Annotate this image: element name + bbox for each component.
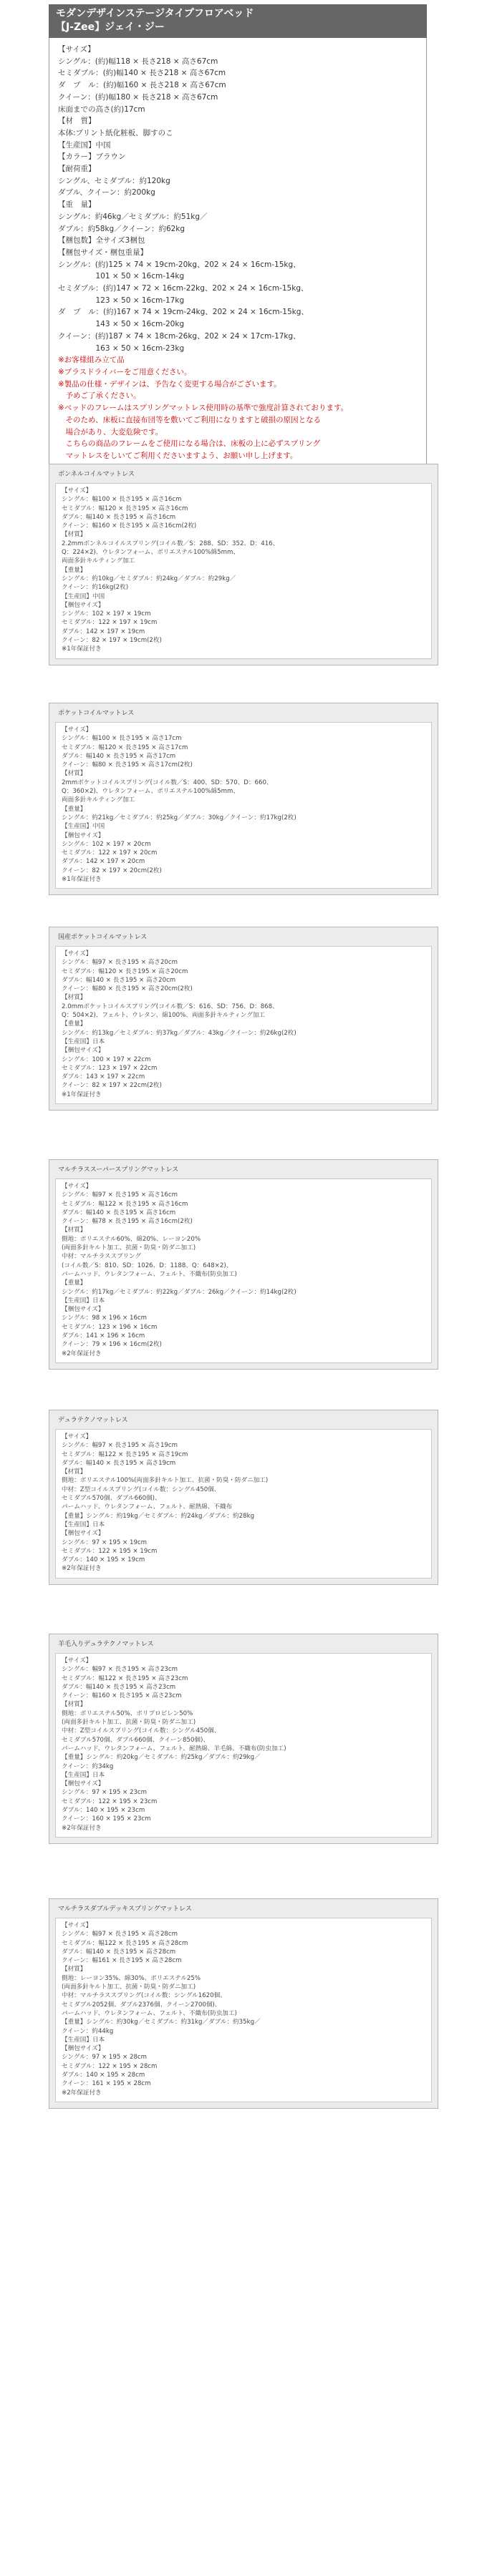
- spec-line: マットレスをしいてご利用くださいますよう、お願い申し上げます。: [58, 451, 298, 460]
- mattress-spec-box: [55, 1653, 432, 1838]
- product-title-line2: 【J-Zee】ジェイ・ジー: [56, 21, 165, 33]
- mattress-spec-line: クイーン：幅80 × 長さ195 × 高さ20cm(2枚): [62, 985, 193, 993]
- mattress-spec-line: シングル：97 × 195 × 28cm: [62, 2054, 148, 2062]
- mattress-spec-box: [55, 1429, 432, 1579]
- mattress-spec-line: セミダブル：幅122 × 長さ195 × 高さ16cm: [62, 1200, 188, 1208]
- mattress-spec-line: セミダブル：123 × 196 × 16cm: [62, 1323, 158, 1331]
- mattress-spec-line: シングル：97 × 195 × 19cm: [62, 1538, 148, 1546]
- mattress-spec-line: 【梱包サイズ】: [62, 1780, 105, 1788]
- mattress-spec-line: セミダブル570個、ダブル660個)、: [62, 1495, 161, 1503]
- mattress-spec-line: 【重量】: [62, 805, 87, 813]
- mattress-spec-line: シングル：100 × 197 × 22cm: [62, 1055, 151, 1063]
- mattress-spec-line: シングル：約10kg／セミダブル：約24kg／ダブル：約29kg／: [62, 575, 236, 582]
- spec-line: シングル：(約)幅118 × 長さ218 × 高さ67cm: [58, 57, 218, 66]
- mattress-spec-line: 【梱包サイズ】: [62, 1047, 105, 1055]
- spec-line: ダブル、クイーン：約200kg: [58, 188, 155, 197]
- mattress-spec-line: パームハッド、ウレタンフォーム、フェルト、不織布(防虫加工): [62, 1270, 237, 1278]
- mattress-spec-line: クイーン：幅80 × 長さ195 × 高さ17cm(2枚): [62, 761, 193, 769]
- spec-line: シングル：約46kg／セミダブル：約51kg／: [58, 212, 208, 221]
- spec-line: ※お客様組み立て品: [58, 356, 125, 365]
- spec-line: セミダブル：(約)147 × 72 × 16cm-22kg、202 × 24 × 16cm-15kg、: [58, 284, 309, 293]
- mattress-spec-line: 【材質】: [62, 1468, 87, 1476]
- mattress-section-title: ボンネルコイルマットレス: [58, 471, 135, 478]
- mattress-spec-line: 2.2mmボンネルコイルスプリング(コイル数／S：288、SD：352、D：416、: [62, 540, 279, 547]
- mattress-spec-line: 【生産国】中国: [62, 592, 105, 600]
- mattress-spec-line: シングル：102 × 197 × 20cm: [62, 840, 151, 848]
- mattress-spec-line: (両面多針キルト加工、抗菌・防臭・防ダニ加工): [62, 1244, 196, 1252]
- mattress-spec-line: 【材質】: [62, 1966, 87, 1974]
- mattress-spec-line: ダブル：幅140 × 長さ195 × 高さ16cm: [62, 1209, 176, 1216]
- spec-line: セミダブル：(約)幅140 × 長さ218 × 高さ67cm: [58, 69, 226, 78]
- mattress-spec-line: シングル：97 × 195 × 23cm: [62, 1789, 148, 1797]
- spec-line: 予めご了承ください。: [58, 391, 141, 401]
- mattress-spec-line: シングル：幅100 × 長さ195 × 高さ16cm: [62, 496, 182, 504]
- spec-line: ダ ブ ル：(約)幅160 × 長さ218 × 高さ67cm: [58, 81, 226, 90]
- spec-line: シングル：(約)125 × 74 × 19cm-20kg、202 × 24 × 16cm-15kg、: [58, 260, 301, 269]
- mattress-spec-line: セミダブル：122 × 195 × 28cm: [62, 2062, 158, 2070]
- mattress-spec-line: クイーン：幅160 × 長さ195 × 高さ23cm: [62, 1692, 182, 1700]
- mattress-spec-line: ※2年保証付き: [62, 1824, 102, 1832]
- mattress-spec-line: ダブル：幅140 × 長さ195 × 高さ23cm: [62, 1683, 176, 1691]
- mattress-spec-line: シングル：幅97 × 長さ195 × 高さ16cm: [62, 1191, 178, 1199]
- mattress-spec-line: 中材：マルチラススプリング: [62, 1253, 141, 1261]
- mattress-spec-line: ダブル：幅140 × 長さ195 × 高さ20cm: [62, 976, 176, 984]
- mattress-spec-line: 【生産国】日本: [62, 1038, 105, 1045]
- mattress-spec-line: シングル：約17kg／セミダブル：約22kg／ダブル：26kg／クイーン：約14kg(2枚): [62, 1288, 296, 1296]
- mattress-section-title: 羊毛入りデュラテクノマットレス: [58, 1641, 154, 1648]
- mattress-spec-line: ダブル：幅140 × 長さ195 × 高さ28cm: [62, 1948, 176, 1956]
- mattress-spec-line: 【サイズ】: [62, 1183, 92, 1190]
- spec-line: 【サイズ】: [58, 45, 95, 54]
- mattress-spec-line: ダブル：140 × 195 × 23cm: [62, 1807, 145, 1815]
- mattress-spec-line: クイーン：約16kg(2枚): [62, 584, 129, 592]
- mattress-spec-line: ダブル：幅140 × 長さ195 × 高さ17cm: [62, 752, 176, 760]
- mattress-spec-line: クイーン：161 × 195 × 28cm: [62, 2080, 151, 2088]
- mattress-spec-line: シングル：幅97 × 長さ195 × 高さ28cm: [62, 1931, 178, 1938]
- mattress-spec-line: Q：504×2)、フェルト、ウレタン、綿100%、両面多針キルティング加工: [62, 1012, 266, 1020]
- mattress-spec-box: [55, 1179, 432, 1363]
- mattress-spec-line: 中材：Z型コイルスプリング(コイル数：シングル450個、: [62, 1485, 221, 1493]
- mattress-spec-line: クイーン：約44kg: [62, 2027, 114, 2035]
- mattress-spec-line: ダブル：幅140 × 長さ195 × 高さ16cm: [62, 513, 176, 521]
- mattress-spec-line: 【サイズ】: [62, 1922, 92, 1929]
- mattress-spec-line: (コイル数／S：810、SD：1026、D：1188、Q：648×2)、: [62, 1262, 233, 1269]
- mattress-section-title: デュラテクノマットレス: [58, 1417, 128, 1424]
- spec-line: シングル、セミダブル：約120kg: [58, 176, 170, 185]
- mattress-section: [49, 1159, 438, 1370]
- product-spec-list: [49, 38, 427, 482]
- mattress-spec-line: ダブル：幅140 × 長さ195 × 高さ19cm: [62, 1459, 176, 1467]
- mattress-section-title: マルチラスダブルデッキスプリングマットレス: [58, 1906, 192, 1913]
- mattress-spec-line: 【サイズ】: [62, 950, 92, 957]
- mattress-spec-line: シングル：幅97 × 長さ195 × 高さ23cm: [62, 1666, 178, 1674]
- spec-line: 【材 質】: [58, 117, 96, 126]
- mattress-spec-line: 【材質】: [62, 531, 87, 539]
- mattress-spec-line: 側地：ポリエステル100%(両面多針キルト加工、抗菌・防臭・防ダニ加工): [62, 1477, 269, 1485]
- mattress-spec-line: クイーン：79 × 196 × 16cm(2枚): [62, 1341, 162, 1349]
- mattress-section: [49, 1634, 438, 1844]
- mattress-spec-line: ダブル：140 × 195 × 19cm: [62, 1556, 145, 1564]
- mattress-spec-line: 【サイズ】: [62, 1433, 92, 1440]
- mattress-spec-line: シングル：幅97 × 長さ195 × 高さ19cm: [62, 1442, 178, 1450]
- mattress-spec-line: 【重量】: [62, 566, 87, 574]
- mattress-spec-line: 【生産国】日本: [62, 1771, 105, 1779]
- mattress-spec-line: クイーン：82 × 197 × 20cm(2枚): [62, 867, 162, 874]
- mattress-spec-line: クイーン：82 × 197 × 22cm(2枚): [62, 1082, 162, 1090]
- mattress-spec-line: 2.0mmポケットコイルスプリング(コイル数／S：616、SD：756、D：868、: [62, 1002, 279, 1010]
- mattress-spec-line: ※2年保証付き: [62, 2089, 102, 2097]
- mattress-spec-line: クイーン：幅78 × 長さ195 × 高さ16cm(2枚): [62, 1218, 193, 1226]
- mattress-spec-line: セミダブル：幅122 × 長さ195 × 高さ19cm: [62, 1450, 188, 1458]
- spec-line: 101 × 50 × 16cm-14kg: [58, 272, 185, 281]
- spec-line: 【梱包サイズ・梱包重量】: [58, 248, 148, 257]
- mattress-spec-line: セミダブル：幅120 × 長さ195 × 高さ20cm: [62, 967, 188, 975]
- mattress-spec-line: 【生産国】日本: [62, 1297, 105, 1304]
- mattress-spec-line: クイーン：160 × 195 × 23cm: [62, 1815, 151, 1823]
- mattress-spec-line: 【材質】: [62, 1701, 87, 1709]
- spec-line: ダ ブ ル：(約)167 × 74 × 19cm-24kg、202 × 24 × 16cm-15kg、: [58, 308, 309, 317]
- mattress-spec-line: セミダブル：幅120 × 長さ195 × 高さ17cm: [62, 743, 188, 751]
- mattress-section-title: ポケットコイルマットレス: [58, 710, 135, 717]
- mattress-spec-line: 側地：ポリエステル50%、ポリプロピレン50%: [62, 1709, 193, 1717]
- mattress-spec-line: 【サイズ】: [62, 487, 92, 494]
- mattress-spec-line: 【重量】シングル：約30kg／セミダブル：約31kg／ダブル：約35kg／: [62, 2019, 261, 2026]
- mattress-spec-line: セミダブル570個、ダブル660個、クイーン850個)、: [62, 1736, 209, 1744]
- mattress-spec-line: ※1年保証付き: [62, 1091, 102, 1098]
- mattress-spec-line: 2mmポケットコイルスプリング(コイル数／S：400、SD：570、D：660、: [62, 779, 273, 786]
- mattress-spec-line: パームハッド、ウレタンフォーム、フェルト、耐熱綿、羊毛綿、不織布(防虫加工): [62, 1745, 286, 1752]
- mattress-spec-line: セミダブル：幅120 × 長さ195 × 高さ16cm: [62, 504, 188, 512]
- mattress-section: [49, 1898, 438, 2109]
- mattress-spec-line: パームハッド、ウレタンフォーム、フェルト、耐熱綿、不織布: [62, 1503, 233, 1511]
- mattress-spec-line: クイーン：82 × 197 × 19cm(2枚): [62, 637, 162, 645]
- mattress-spec-line: セミダブル：123 × 197 × 22cm: [62, 1064, 158, 1072]
- mattress-spec-line: セミダブル：幅122 × 長さ195 × 高さ28cm: [62, 1939, 188, 1947]
- mattress-spec-line: 中材：Z型コイルスプリング(コイル数：シングル450個、: [62, 1727, 221, 1735]
- mattress-spec-box: [55, 483, 432, 659]
- mattress-spec-line: シングル：98 × 196 × 16cm: [62, 1314, 148, 1322]
- mattress-spec-line: 中材：マルチラススプリング(コイル数：シングル1620個、: [62, 1992, 226, 2000]
- mattress-spec-line: セミダブル：122 × 197 × 20cm: [62, 849, 158, 857]
- product-title-line1: モダンデザインステージタイプフロアベッド: [56, 8, 254, 19]
- mattress-spec-line: 【梱包サイズ】: [62, 601, 105, 609]
- spec-line: 163 × 50 × 16cm-23kg: [58, 343, 185, 353]
- mattress-spec-line: ダブル：142 × 197 × 20cm: [62, 858, 145, 866]
- spec-line: 場合があり、大変危険です。: [58, 427, 163, 436]
- mattress-spec-line: 両面多針キルティング加工: [62, 796, 135, 804]
- mattress-spec-line: クイーン：約34kg: [62, 1762, 114, 1770]
- mattress-section: [49, 703, 438, 895]
- mattress-spec-box: [55, 1918, 432, 2102]
- mattress-spec-line: セミダブル2052個、ダブル2376個、クイーン2700個)、: [62, 2001, 221, 2009]
- mattress-spec-line: セミダブル：幅122 × 長さ195 × 高さ23cm: [62, 1674, 188, 1682]
- spec-line: クイーン：(約)187 × 74 × 18cm-26kg、202 × 24 × 17cm-17kg、: [58, 331, 301, 341]
- mattress-spec-line: 【重量】: [62, 1279, 87, 1287]
- mattress-spec-line: セミダブル：122 × 197 × 19cm: [62, 619, 158, 627]
- mattress-spec-line: クイーン：幅161 × 長さ195 × 高さ28cm: [62, 1957, 182, 1965]
- mattress-spec-line: 【材質】: [62, 994, 87, 1002]
- mattress-spec-line: 【梱包サイズ】: [62, 2045, 105, 2053]
- mattress-spec-line: Q：224×2)、ウレタンフォーム、ポリエステル100%綿5mm、: [62, 549, 239, 557]
- mattress-spec-line: ※1年保証付き: [62, 876, 102, 884]
- mattress-spec-line: シングル：102 × 197 × 19cm: [62, 610, 151, 618]
- mattress-spec-box: [55, 722, 432, 889]
- mattress-section: [49, 464, 438, 665]
- mattress-spec-box: [55, 946, 432, 1104]
- spec-line: ダブル：約58kg／クイーン：約62kg: [58, 224, 185, 233]
- mattress-spec-line: 【サイズ】: [62, 726, 92, 733]
- mattress-section-title: マルチラススーパースプリングマットレス: [58, 1166, 179, 1174]
- mattress-section-title: 国産ポケットコイルマットレス: [58, 934, 148, 941]
- mattress-spec-line: 【梱包サイズ】: [62, 1530, 105, 1538]
- mattress-spec-line: (両面多針キルト加工、抗菌・防臭・防ダニ加工): [62, 1719, 196, 1727]
- spec-line: そのため、床板に直接布団等を敷いてご利用になりますと破損の原因となる: [58, 415, 322, 424]
- mattress-spec-line: 【重量】シングル：約20kg／セミダブル：約25kg／ダブル：約29kg／: [62, 1754, 261, 1762]
- mattress-spec-line: パームハッド、ウレタンフォーム、フェルト、不織布(防虫加工): [62, 2009, 237, 2017]
- mattress-spec-line: (両面多針キルト加工、抗菌・防臭・防ダニ加工): [62, 1984, 196, 1991]
- mattress-section: [49, 1410, 438, 1585]
- spec-line: 【耐荷重】: [58, 165, 96, 174]
- product-title-bar: [49, 4, 427, 38]
- mattress-spec-line: ※2年保証付き: [62, 1350, 102, 1357]
- mattress-spec-line: ダブル：140 × 195 × 28cm: [62, 2072, 145, 2079]
- mattress-spec-line: シングル：約21kg／セミダブル：約25kg／ダブル：30kg／クイーン：約17kg(2枚): [62, 814, 296, 821]
- spec-line: 143 × 50 × 16cm-20kg: [58, 320, 185, 329]
- mattress-spec-line: Q：360×2)、ウレタンフォーム、ポリエステル100%綿5mm、: [62, 788, 239, 796]
- mattress-spec-line: セミダブル：122 × 195 × 19cm: [62, 1547, 158, 1555]
- spec-line: ※製品の仕様・デザインは、予告なく変更する場合がございます。: [58, 379, 281, 389]
- mattress-spec-line: シングル：幅100 × 長さ195 × 高さ17cm: [62, 735, 182, 743]
- spec-line: 床面までの高さ(約)17cm: [58, 104, 145, 114]
- spec-line: 【重 量】: [58, 200, 96, 210]
- mattress-spec-line: 側地：レーヨン35%、綿30%、ポリエステル25%: [62, 1974, 201, 1982]
- mattress-spec-line: 【梱包サイズ】: [62, 1306, 105, 1314]
- mattress-spec-line: セミダブル：122 × 195 × 23cm: [62, 1797, 158, 1805]
- mattress-spec-line: 【生産国】日本: [62, 2036, 105, 2044]
- mattress-spec-line: 【材質】: [62, 770, 87, 778]
- spec-line: こちらの商品のフレームをご使用になる場合は、床板の上に必ずスプリング: [58, 439, 321, 449]
- spec-line: 本体:プリント紙化粧板、脚すのこ: [58, 128, 173, 137]
- spec-line: ※ベッドのフレームはスプリングマットレス使用時の基準で強度計算されております。: [58, 404, 349, 413]
- mattress-spec-line: ダブル：141 × 196 × 16cm: [62, 1332, 145, 1340]
- mattress-spec-line: 【重量】シングル：約19kg／セミダブル：約24kg／ダブル：約28kg: [62, 1512, 255, 1520]
- mattress-section: [49, 927, 438, 1111]
- mattress-spec-line: 【材質】: [62, 1226, 87, 1234]
- mattress-spec-line: ダブル：142 × 197 × 19cm: [62, 628, 145, 635]
- spec-line: 【生産国】中国: [58, 140, 111, 150]
- spec-line: 123 × 50 × 16cm-17kg: [58, 296, 185, 305]
- mattress-spec-line: 【梱包サイズ】: [62, 831, 105, 839]
- mattress-spec-line: ダブル：143 × 197 × 22cm: [62, 1073, 145, 1081]
- mattress-spec-line: シングル：約13kg／セミダブル：約37kg／ダブル：43kg／クイーン：約26kg(2枚): [62, 1029, 296, 1037]
- mattress-spec-line: シングル：幅97 × 長さ195 × 高さ20cm: [62, 959, 178, 967]
- spec-line: ※プラスドライバーをご用意ください。: [58, 367, 192, 376]
- spec-line: 【カラー】ブラウン: [58, 152, 126, 162]
- spec-line: クイーン：(約)幅180 × 長さ218 × 高さ67cm: [58, 92, 218, 102]
- mattress-spec-line: 側地：ポリエステル60%、綿20%、レーヨン20%: [62, 1235, 201, 1243]
- mattress-spec-line: 【生産国】中国: [62, 823, 105, 831]
- mattress-spec-line: ※2年保証付き: [62, 1565, 102, 1573]
- spec-line: 【梱包数】全サイズ3梱包: [58, 236, 145, 245]
- mattress-spec-line: 【生産国】日本: [62, 1521, 105, 1528]
- mattress-spec-line: 【サイズ】: [62, 1657, 92, 1664]
- mattress-spec-line: 【重量】: [62, 1020, 87, 1028]
- mattress-spec-line: ※1年保証付き: [62, 645, 102, 653]
- mattress-spec-line: 両面多針キルティング加工: [62, 557, 135, 565]
- mattress-spec-line: クイーン：幅160 × 長さ195 × 高さ16cm(2枚): [62, 522, 197, 530]
